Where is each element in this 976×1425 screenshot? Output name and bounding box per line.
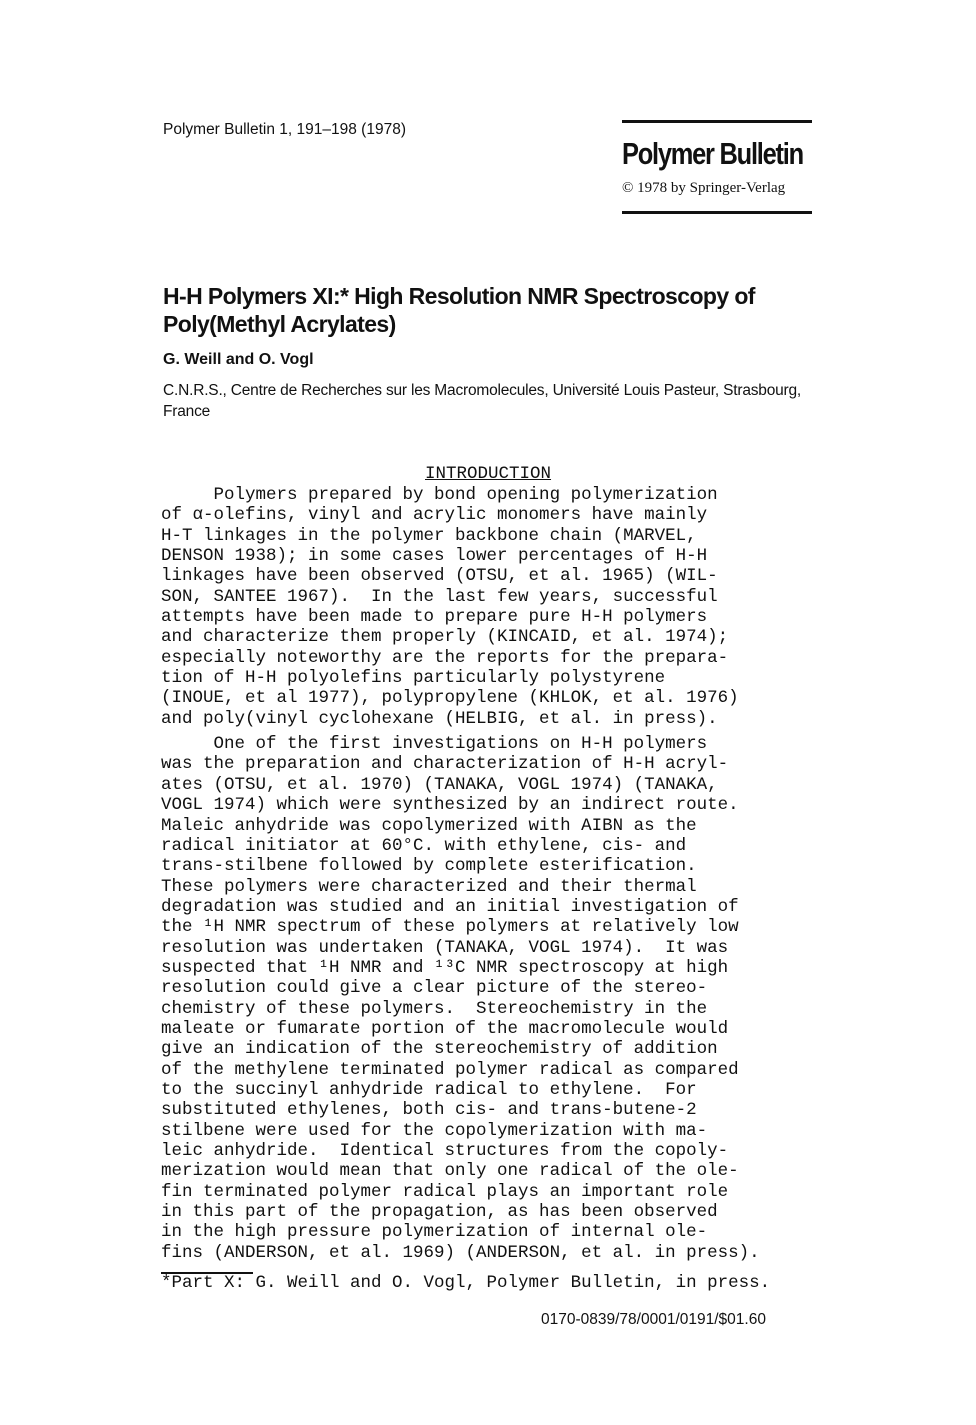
introduction-body — [161, 485, 861, 1263]
article-code: 0170-0839/78/0001/0191/$01.60 — [541, 1311, 766, 1328]
masthead-rule-top — [622, 120, 812, 123]
journal-citation: Polymer Bulletin 1, 191–198 (1978) — [163, 121, 406, 138]
journal-copyright: © 1978 by Springer-Verlag — [622, 180, 786, 196]
section-heading-introduction: INTRODUCTION — [425, 464, 552, 484]
masthead-rule-bottom — [622, 211, 812, 214]
journal-name: Polymer Bulletin — [622, 136, 803, 171]
article-authors: G. Weill and O. Vogl — [163, 351, 314, 368]
footnote: *Part X: G. Weill and O. Vogl, Polymer Bulletin, in press. — [161, 1273, 771, 1293]
article-affiliation: C.N.R.S., Centre de Recherches sur les Macromolecules, Université Louis Pasteur, Strasbourg, France — [163, 382, 802, 420]
article-title: H-H Polymers XI:* High Resolution NMR Spectroscopy of Poly(Methyl Acrylates) — [163, 283, 755, 337]
journal-masthead — [622, 120, 812, 214]
introduction-paragraph-1: Polymers prepared by bond opening polymerization of α-olefins, vinyl and acrylic monomers have mainly H-T linkages in the polymer backbone chain (MARVEL, DENSON 1938); in some cases lower percentages of H-H linkages have been observed (OTSU, et al. 1965) (WIL- SON, SANTEE 1967). In the last few years, successful attempts have been made to prepare pure H-H polymers and characterize them properly (KINCAID, et al. 1974); especially noteworthy are the reports for the prepara- tion of H-H polyolefins particularly polystyrene (INOUE, et al 1977), polypropylene (KHLOK, et al. 1976) and poly(vinyl cyclohexane (HELBIG, et al. in press). — [161, 485, 739, 729]
introduction-paragraph-2: One of the first investigations on H-H polymers was the preparation and characterization of H-H acryl- ates (OTSU, et al. 1970) (TANAKA, VOGL 1974) (TANAKA, VOGL 1974) which were synthesized by an indirect route. Maleic anhydride was copolymerized with AIBN as the radical initiator at 60°C. with ethylene, cis- and trans-stilbene followed by complete esterification. These polymers were characterized and their thermal degradation was studied and an initial investigation of the ¹H NMR spectrum of these polymers at relatively low resolution was undertaken (TANAKA, VOGL 1974). It was suspected that ¹H NMR and ¹³C NMR spectroscopy at high resolution could give a clear picture of the stereo- chemistry of these polymers. Stereochemistry in the maleate or fumarate portion of the macromolecule would give an indication of the stereochemistry of addition of the methylene terminated polymer radical as compared to the succinyl anhydride radical to ethylene. For substituted ethylenes, both cis- and trans-butene-2 stilbene were used for the copolymerization with ma- leic anhydride. Identical structures from the copoly- merization would mean that only one radical of the ole- fin terminated polymer radical plays an important role in this part of the propagation, as has been observed in the high pressure polymerization of internal ole- fins (ANDERSON, et al. 1969) (ANDERSON, et al. in press). — [161, 734, 760, 1263]
